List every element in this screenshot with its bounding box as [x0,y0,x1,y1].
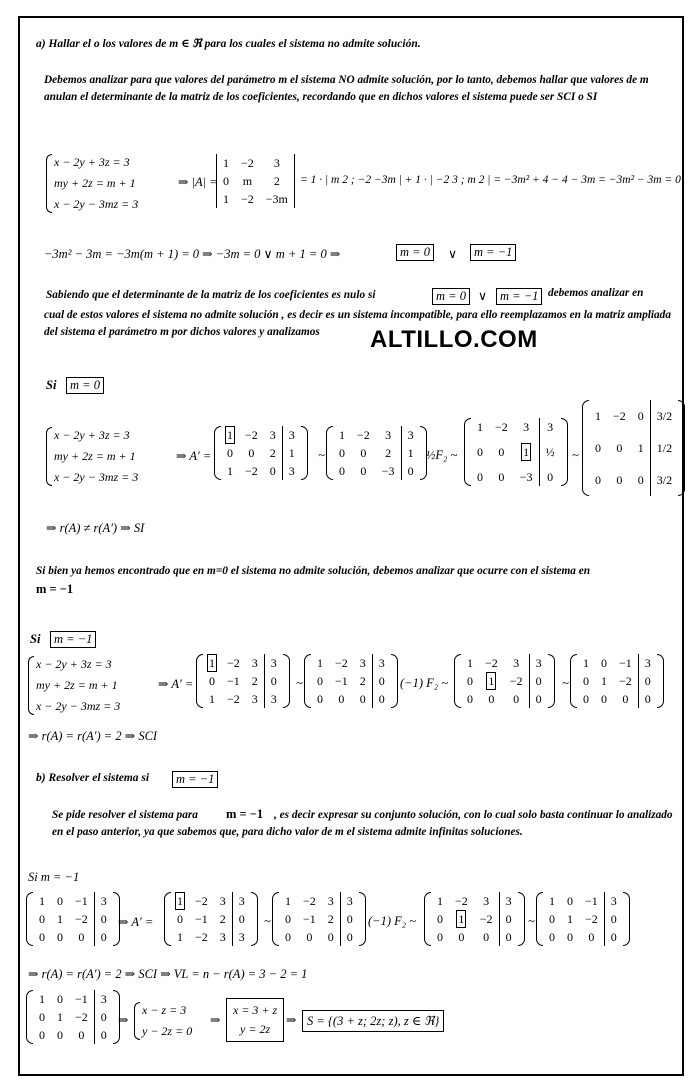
matrix-cell: 0 [339,445,345,460]
system-eq-3: x − 2y − 3mz = 3 [54,197,139,211]
matrix-cell: 0 [498,469,505,484]
matrix-cell: 1 [595,408,601,423]
matrix-cell: 0 [467,691,473,706]
part-b-intro-2: , es decir expresar su conjunto solución, con lo cual solo basta continuar lo analizado en el paso anterior, ya que sabemos que, para dicho valor de m el sistema admite infinitas soluciones. [52,809,673,838]
matrix-cell: 0 [549,929,555,944]
matrix-cell: 0 [616,440,623,455]
matrix-cell: 0 [39,911,45,926]
matrix-cell: −1 [195,911,208,926]
matrix-cell: 0 [583,691,589,706]
matrix-cell: 0 [285,929,291,944]
case-m1-label: m = −1 [50,631,96,648]
matrix-cell: 3 [327,893,334,908]
matrix-cell: 3 [523,419,530,434]
sabiendo-2: cual de estos valores el sistema no admite solución , es decir es un sistema incompatible, para ello reemplazamos en la matriz ampliada del sistema el parámetro m por dichos valores y analizamos [44,309,671,338]
matrix-cell: 0 [529,672,548,690]
matrix-cell: 0 [539,468,561,486]
matrix-cell: 0 [616,472,623,487]
matrix-cell: 3/2 [650,400,678,432]
arrow-3: ⇒ [286,1013,297,1027]
system-m0-eq-3: x − 2y − 3mz = 3 [54,470,139,484]
matrix-cell: 0 [78,929,85,944]
matrix-cell: 1 [223,155,229,170]
matrix-cell: 0 [78,1027,85,1042]
matrix-cell: 0 [638,690,657,708]
matrix-cell: −1 [227,673,240,688]
matrix-cell: 0 [513,691,520,706]
matrix-cell: −2 [195,893,208,908]
matrix-cell: 0 [306,929,313,944]
matrix-cell: 3 [264,654,283,672]
arrow-A-prime-m1: ⇒ A′ = [158,677,194,691]
matrix-b-1 [164,892,258,946]
matrix-cell: 1 [285,893,291,908]
solved-box [226,998,284,1042]
matrix-cell: −1 [75,893,88,908]
matrix-cell: 1 [177,929,183,944]
matrix-cell: 1 [282,444,301,462]
matrix-cell: 0 [583,673,589,688]
arrow-A-prime-m0: ⇒ A′ = [176,449,212,463]
matrix-cell: 0 [372,690,391,708]
matrix-cell: 0 [94,1008,113,1026]
sabiendo-m1: m = −1 [496,288,542,305]
matrix-cell: 1 [57,1009,63,1024]
matrix-cell: 0 [39,1027,45,1042]
matrix-m0-1 [214,426,308,480]
sabiendo-m0: m = 0 [432,288,470,305]
matrix-cell: 0 [499,928,518,946]
matrix-cell: 0 [317,673,323,688]
matrix-b-2 [272,892,366,946]
matrix-cell: 0 [227,445,233,460]
matrix-cell: 0 [285,911,291,926]
matrix-cell: 0 [601,655,607,670]
matrix-cell: −2 [241,191,254,206]
matrix-cell: 3 [513,655,520,670]
system-case-m1 [28,654,120,717]
matrix-cell: 3/2 [650,464,678,496]
matrix-cell: m [242,173,253,188]
matrix-cell: 0 [340,928,359,946]
tilde-1: ~ [318,448,325,462]
system-case-m0 [46,425,138,488]
system-m0-eq-1: x − 2y + 3z = 3 [54,428,130,442]
matrix-m1-1 [196,654,290,708]
watermark: ALTILLO.COM [370,326,538,353]
tilde-6: ~ [528,914,535,928]
matrix-cell: 1 [523,444,530,459]
matrix-cell: 2 [251,673,258,688]
matrix-cell: 1 [567,911,573,926]
matrix-cell: 3 [251,655,258,670]
matrix-cell: 0 [57,1027,63,1042]
matrix-cell: −2 [619,673,632,688]
system-m1-eq-1: x − 2y + 3z = 3 [36,657,112,671]
matrix-cell: 0 [223,173,229,188]
matrix-cell: 0 [622,691,629,706]
or-symbol: ∨ [448,247,458,261]
system-a [46,152,138,215]
matrix-cell: 3 [499,892,518,910]
matrix-cell: 0 [637,472,644,487]
matrix-cell: −1 [303,911,316,926]
matrix-cell: 2 [219,911,226,926]
matrix-cell: 2 [385,445,392,460]
matrix-cell: 3 [94,892,113,910]
matrix-cell: 3 [529,654,548,672]
matrix-cell: 0 [248,445,255,460]
matrix-cell: 3 [340,892,359,910]
matrix-cell: 1 [209,655,215,670]
part-a-intro: Debemos analizar para que valores del parámetro m el sistema NO admite solución, por lo tanto, debemos hallar que valores de m anulan el determinante de la matriz de los coeficientes, recordando que en dichos valores el sistema puede ser SCI o SI [44,74,649,103]
arrow-1: ⇒ [118,1013,129,1027]
matrix-cell: 0 [339,463,345,478]
matrix-cell: −2 [245,427,258,442]
matrix-cell: 1 [39,991,45,1006]
matrix-cell: 0 [338,691,345,706]
matrix-cell: 0 [588,929,595,944]
matrix-cell: 0 [638,672,657,690]
arrow-A-b: ⇒ A′ = [118,915,154,929]
matrix-cell: 3 [251,691,258,706]
matrix-cell: −3m [265,191,288,206]
matrix-cell: −3 [519,469,533,484]
tilde-3: ~ [296,676,303,690]
matrix-cell: 1 [209,691,215,706]
case-m0-label: m = 0 [66,377,104,394]
matrix-m1-3 [454,654,555,708]
matrix-cell: −2 [585,911,598,926]
op-neg-f2-b: (−1) F₂ ~ [368,914,417,928]
matrix-cell: 0 [595,440,601,455]
matrix-cell: −2 [75,1009,88,1024]
matrix-cell: 0 [499,910,518,928]
sabiendo-or: ∨ [478,289,488,303]
matrix-cell: 0 [94,928,113,946]
matrix-cell: 0 [595,472,601,487]
matrix-cell: 3 [385,427,392,442]
matrix-cell: 1/2 [650,432,678,464]
matrix-cell: −2 [485,655,498,670]
matrix-cell: 1 [401,444,420,462]
si-label-m1: Si [30,632,41,646]
tilde-4: ~ [562,676,569,690]
matrix-cell: 1 [177,893,183,908]
matrix-cell: −2 [495,419,508,434]
matrix-cell: 0 [317,691,323,706]
matrix-cell: 1 [227,427,233,442]
det-label: ⇒ |A| = [178,175,218,189]
matrix-cell: 0 [269,463,276,478]
matrix-cell: 0 [39,1009,45,1024]
matrix-cell: −2 [227,691,240,706]
matrix-cell: 0 [57,991,63,1006]
matrix-cell: 3 [604,892,623,910]
matrix-cell: 3 [264,690,283,708]
matrix-cell: 2 [327,911,334,926]
system-m0-eq-2: my + 2z = m + 1 [54,449,136,463]
matrix-m0-2 [326,426,427,480]
sibien-value: m = −1 [36,582,74,596]
matrix-cell: −3 [381,463,395,478]
part-b-title: b) Resolver el sistema si [36,772,150,784]
matrix-cell: 3 [372,654,391,672]
matrix-cell: 3 [359,655,366,670]
matrix-cell: 1 [437,893,443,908]
matrix-cell: 3 [539,418,561,436]
matrix-cell: 3 [273,155,280,170]
matrix-cell: −2 [241,155,254,170]
arrow-2: ⇒ [210,1013,221,1027]
solution-m0: m = 0 [396,244,434,261]
matrix-cell: −2 [245,463,258,478]
matrix-cell: 1 [601,673,607,688]
system-eq-2: my + 2z = m + 1 [54,176,136,190]
matrix-cell: 3 [282,426,301,444]
matrix-cell: −2 [75,911,88,926]
result-m0: ⇒ r(A) ≠ r(A′) ⇒ SI [46,521,145,535]
solved-x: x = 3 + z [233,1003,278,1017]
matrix-cell: 0 [94,910,113,928]
final-system [134,1000,192,1042]
matrix-cell: 3 [483,893,490,908]
matrix-cell: 0 [604,928,623,946]
matrix-cell: 0 [437,929,443,944]
matrix-cell: 3 [282,462,301,480]
matrix-cell: 0 [567,929,573,944]
matrix-cell: 0 [467,673,473,688]
matrix-cell: 0 [604,910,623,928]
matrix-cell: −2 [613,408,626,423]
matrix-cell: −1 [75,991,88,1006]
matrix-cell: 0 [232,910,251,928]
matrix-cell: 0 [39,929,45,944]
matrix-cell: 0 [209,673,215,688]
system-m1-eq-3: x − 2y − 3mz = 3 [36,699,121,713]
det-matrix [216,154,295,208]
factor-line: −3m² − 3m = −3m(m + 1) = 0 ⇒ −3m = 0 ∨ m + 1 = 0 ⇒ [44,247,341,261]
matrix-cell: −2 [195,929,208,944]
matrix-cell: 1 [467,655,473,670]
matrix-cell: 1 [223,191,229,206]
matrix-cell: 0 [359,691,366,706]
matrix-cell: 0 [498,444,505,459]
matrix-cell: 2 [269,445,276,460]
matrix-cell: 1 [477,419,483,434]
matrix-cell: 3 [269,427,276,442]
op-neg-f2-a: (−1) F₂ ~ [400,676,449,690]
matrix-cell: 0 [327,929,334,944]
system-eq-1: x − 2y + 3z = 3 [54,155,130,169]
part-b-title-val: m = −1 [172,771,218,788]
matrix-cell: ½ [539,436,561,468]
matrix-b-final [26,990,120,1044]
tilde-5: ~ [264,914,271,928]
tilde-2: ~ [572,448,579,462]
matrix-cell: 0 [567,893,573,908]
matrix-cell: 1 [488,673,495,688]
matrix-m0-3 [464,418,568,486]
matrix-cell: −2 [509,673,523,688]
matrix-cell: 0 [549,911,555,926]
solved-y: y = 2z [240,1022,271,1036]
op-half-f2: ½F₂ ~ [426,448,458,462]
sibien-text: Si bien ya hemos encontrado que en m=0 el sistema no admite solución, debemos analizar que ocurre con el sistema en [36,565,591,577]
matrix-cell: −2 [303,893,316,908]
part-b-intro-val: m = −1 [226,807,264,821]
si-line-b: Si m = −1 [28,870,80,884]
matrix-cell: 1 [317,655,323,670]
matrix-cell: 1 [227,463,233,478]
matrix-cell: 0 [601,691,607,706]
matrix-b-3 [424,892,525,946]
matrix-cell: 0 [177,911,183,926]
matrix-m1-4 [570,654,664,708]
matrix-cell: 0 [372,672,391,690]
det-expansion: = 1 · | m 2 ; −2 −3m | + 1 · | −2 3 ; m 2 | = −3m² + 4 − 4 − 3m = −3m² − 3m = 0 [300,174,681,186]
matrix-cell: −2 [455,893,468,908]
part-a-title: a) Hallar el o los valores de m ∈ ℜ para los cuales el sistema no admite solución. [36,38,421,50]
matrix-cell: 3 [638,654,657,672]
matrix-cell: 0 [401,462,420,480]
matrix-cell: 1 [583,655,589,670]
matrix-cell: 3 [232,928,251,946]
final-eq-1: x − z = 3 [142,1003,187,1017]
matrix-cell: −1 [335,673,348,688]
matrix-cell: 0 [57,893,63,908]
matrix-m0-4 [582,400,685,496]
matrix-cell: −2 [227,655,240,670]
rank-line: ⇒ r(A) = r(A′) = 2 ⇒ SCI ⇒ VL = n − r(A) = 3 − 2 = 1 [28,967,308,981]
matrix-cell: 3 [232,892,251,910]
matrix-cell: 0 [477,444,483,459]
matrix-b-0 [26,892,120,946]
matrix-cell: 1 [637,440,644,455]
matrix-cell: 3 [219,893,226,908]
matrix-cell: 3 [401,426,420,444]
si-label-m0: Si [46,378,57,392]
matrix-cell: 1 [57,911,63,926]
solution-m1: m = −1 [470,244,516,261]
solution-set: S = {(3 + z; 2z; z), z ∈ ℜ} [302,1010,444,1032]
matrix-cell: −2 [335,655,348,670]
matrix-cell: 0 [360,445,367,460]
matrix-cell: 0 [264,672,283,690]
matrix-cell: 2 [273,173,280,188]
matrix-cell: 1 [339,427,345,442]
matrix-cell: 2 [359,673,366,688]
matrix-cell: 1 [458,911,465,926]
matrix-cell: −1 [619,655,632,670]
matrix-cell: 0 [458,929,465,944]
matrix-cell: 0 [360,463,367,478]
matrix-cell: 0 [637,408,644,423]
matrix-cell: −2 [479,911,493,926]
matrix-cell: 3 [219,929,226,944]
matrix-cell: 0 [57,929,63,944]
matrix-cell: 0 [94,1026,113,1044]
matrix-cell: 0 [437,911,443,926]
matrix-cell: 0 [529,690,548,708]
matrix-cell: −1 [585,893,598,908]
matrix-b-4 [536,892,630,946]
matrix-cell: 1 [549,893,555,908]
matrix-cell: −2 [357,427,370,442]
matrix-cell: 3 [94,990,113,1008]
matrix-cell: 1 [39,893,45,908]
matrix-cell: 0 [477,469,483,484]
matrix-m1-2 [304,654,398,708]
sabiendo-1: Sabiendo que el determinante de la matriz de los coeficientes es nulo si [46,289,376,301]
part-b-intro-1: Se pide resolver el sistema para [52,809,198,821]
system-m1-eq-2: my + 2z = m + 1 [36,678,118,692]
result-m1: ⇒ r(A) = r(A′) = 2 ⇒ SCI [28,729,158,743]
matrix-cell: 0 [488,691,495,706]
final-eq-2: y − 2z = 0 [142,1024,193,1038]
matrix-cell: 0 [483,929,490,944]
matrix-cell: 0 [340,910,359,928]
det-table [217,154,294,208]
